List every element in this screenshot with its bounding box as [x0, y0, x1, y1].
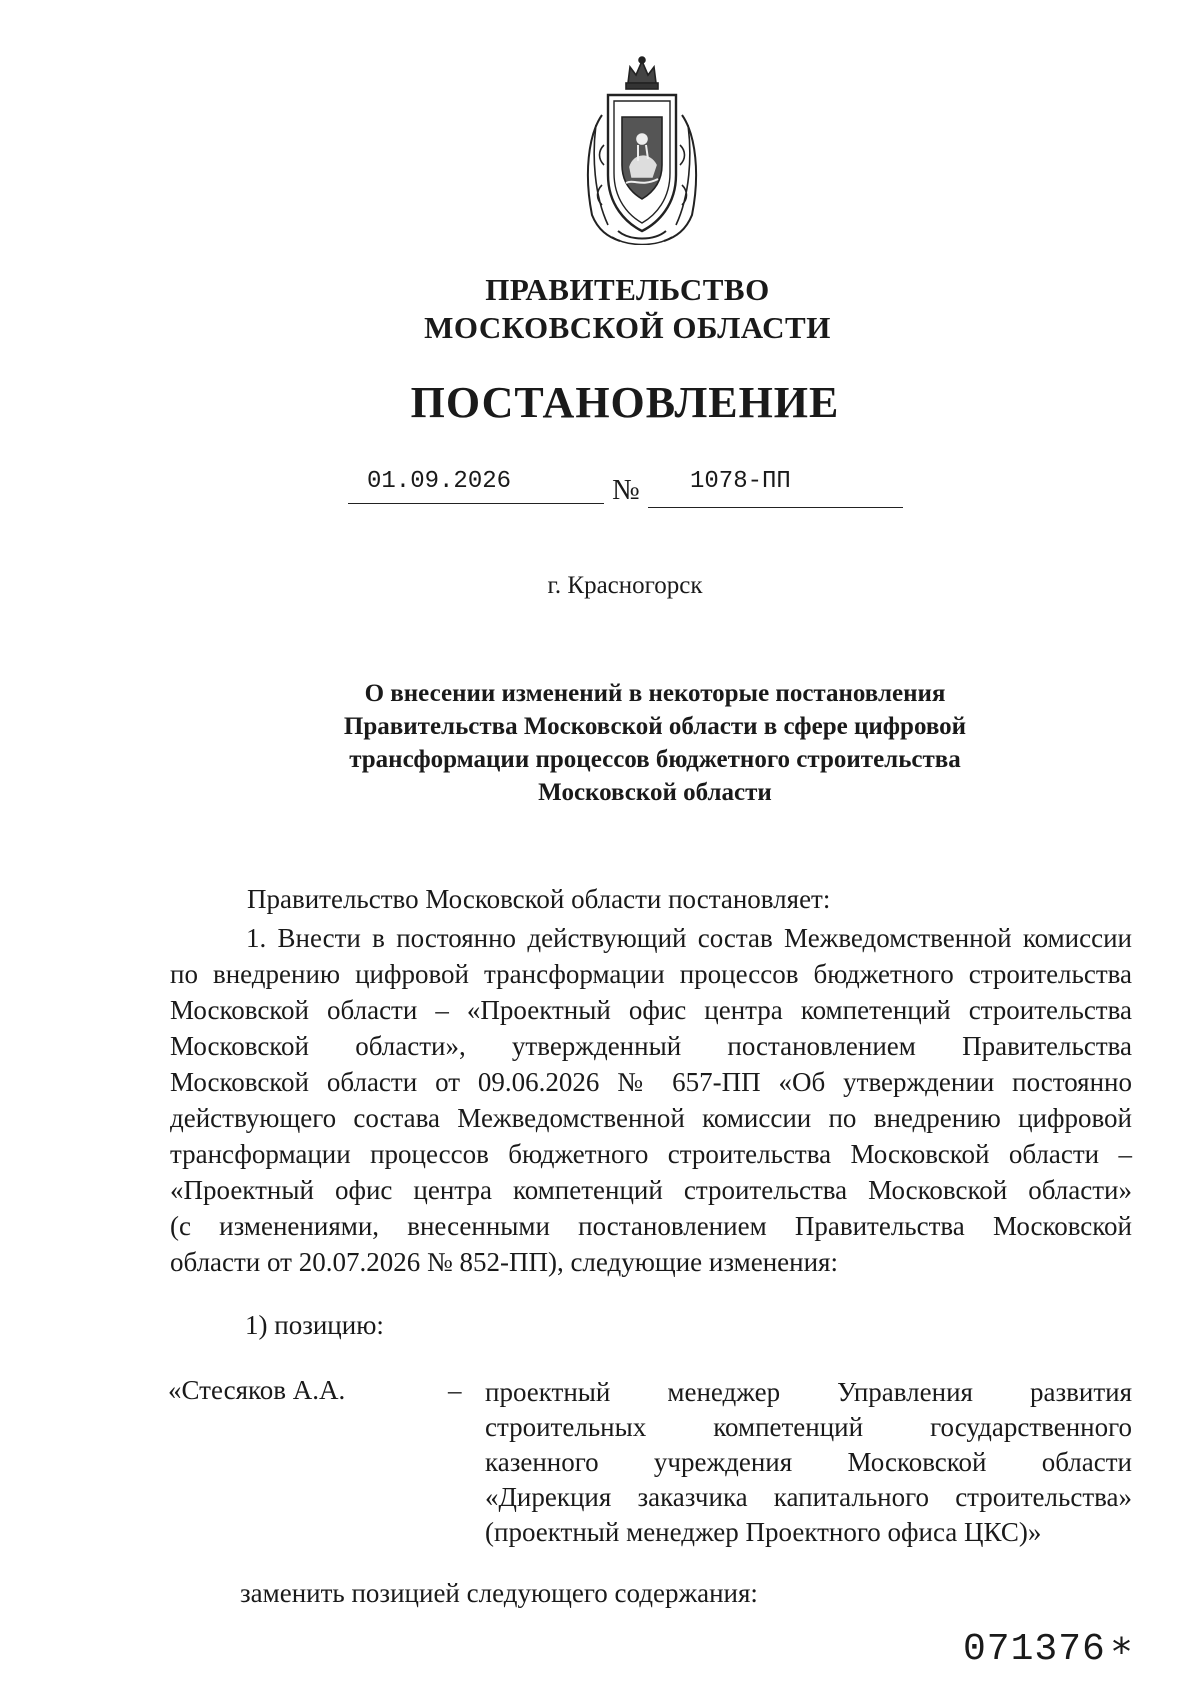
- asterisk-mark: *: [1112, 1630, 1131, 1674]
- paragraph-line: трансформации процессов бюджетного строительства Московской области –: [170, 1139, 1132, 1169]
- role-line: проектный менеджер Управления развития: [485, 1377, 1132, 1407]
- position-dash: –: [448, 1375, 462, 1405]
- document-subject: [0, 677, 1200, 809]
- role-line: (проектный менеджер Проектного офиса ЦКС)»: [485, 1517, 1042, 1547]
- government-name-line2: МОСКОВСКОЙ ОБЛАСТИ: [424, 310, 831, 345]
- paragraph-1: [170, 920, 1132, 1280]
- position-role: [485, 1375, 1132, 1550]
- paragraph-line: «Проектный офис центра компетенций строительства Московской области»: [170, 1175, 1132, 1205]
- replace-instruction: заменить позицией следующего содержания:: [240, 1578, 758, 1608]
- subject-line: Московской области: [538, 779, 772, 806]
- role-line: «Дирекция заказчика капитального строительства»: [485, 1482, 1132, 1512]
- role-line: казенного учреждения Московской области: [485, 1447, 1132, 1477]
- position-person-name: «Стесяков А.А.: [168, 1375, 346, 1405]
- paragraph-line: по внедрению цифровой трансформации процессов бюджетного строительства: [170, 959, 1132, 989]
- item-1-label: 1) позицию:: [245, 1310, 384, 1340]
- paragraph-line: Московской области – «Проектный офис центра компетенций строительства: [170, 995, 1132, 1025]
- document-date: 01.09.2026: [367, 468, 512, 495]
- serial-number: 071376: [963, 1628, 1106, 1671]
- subject-line: Правительства Московской области в сфере цифровой: [343, 713, 967, 740]
- paragraph-line: Московской области от 09.06.2026 № 657-ПП «Об утверждении постоянно: [170, 1067, 1132, 1097]
- document-type-title: ПОСТАНОВЛЕНИЕ: [410, 378, 840, 427]
- subject-line: О внесении изменений в некоторые постановления: [364, 680, 946, 707]
- coat-of-arms-icon: [568, 55, 716, 245]
- number-underline: [648, 507, 903, 508]
- resolution-lead: Правительство Московской области постановляет:: [247, 884, 831, 914]
- number-sign: №: [612, 474, 640, 506]
- government-name-line1: ПРАВИТЕЛЬСТВО: [485, 272, 770, 307]
- paragraph-line: области от 20.07.2026 № 852-ПП), следующие изменения:: [170, 1247, 838, 1277]
- paragraph-line: 1. Внести в постоянно действующий состав Межведомственной комиссии: [246, 923, 1132, 953]
- date-underline: [348, 503, 604, 504]
- subject-line: трансформации процессов бюджетного строительства: [349, 746, 961, 773]
- paragraph-line: (с изменениями, внесенными постановлением Правительства Московской: [170, 1211, 1132, 1241]
- document-number: 1078-ПП: [690, 468, 791, 495]
- paragraph-line: действующего состава Межведомственной комиссии по внедрению цифровой: [170, 1103, 1132, 1133]
- issue-city: г. Красногорск: [547, 572, 703, 599]
- role-line: строительных компетенций государственного: [485, 1412, 1132, 1442]
- paragraph-line: Московской области», утвержденный постановлением Правительства: [170, 1031, 1132, 1061]
